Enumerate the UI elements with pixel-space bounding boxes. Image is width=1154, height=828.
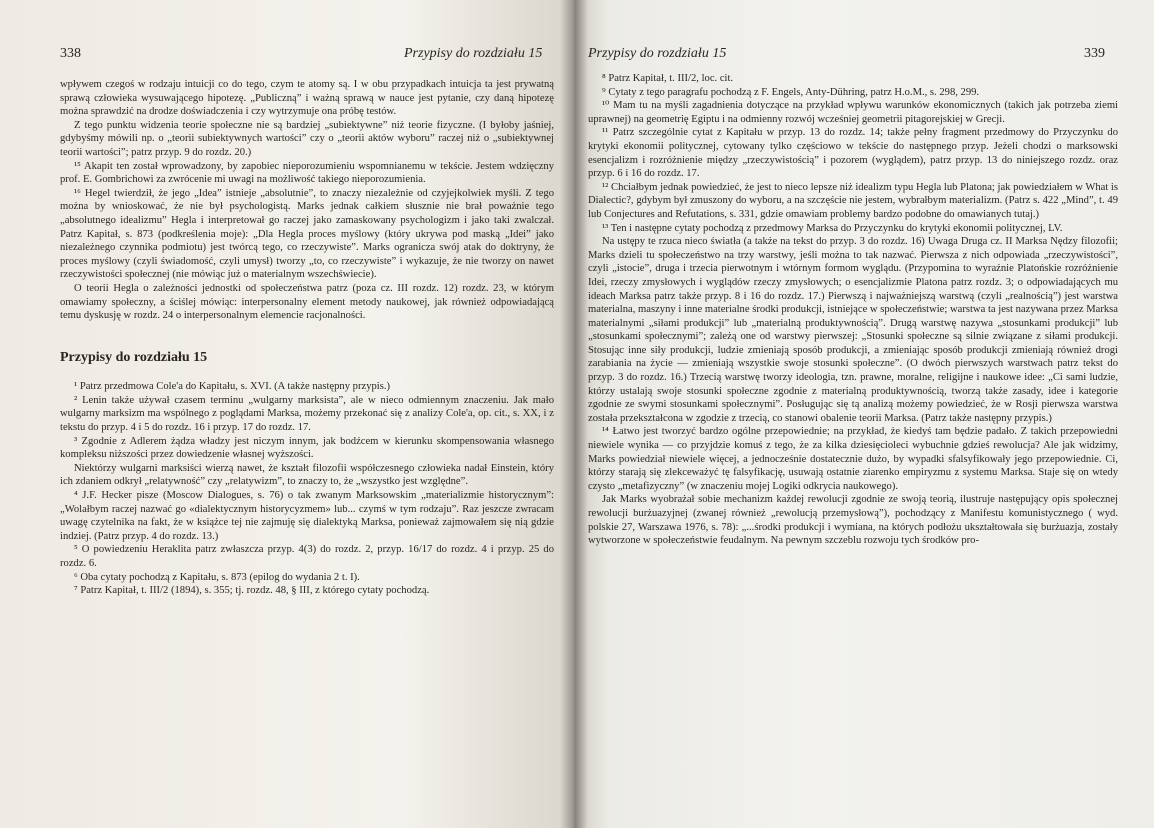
footnote: ² Lenin także używał czasem terminu „wulgarny marksista”, ale w nieco odmiennym znaczeniu. Jak mało wulgarny marksizm ma wspólnego z poglądami Marksa, możemy przekonać się z analizy Cole'a, op. cit., s. XX, i z tekstu do przyp. 4 i 5 do rozdz. 16 i przyp. 17 do rozdz. 17. [60, 394, 554, 434]
footnote: ⁴ J.F. Hecker pisze (Moscow Dialogues, s. 76) o tak zwanym Marksowskim „materializmie historycznym”: „Wolałbym raczej nazwać go «dialektycznym historycyzmem» lub... czymś w tym rodzaju”. Raz jeszcze zwracam uwagę czytelnika na fakt, że w książce tej nie zajmuję się dialektyką Marksa, ponieważ zajmowałem się nią gdzie indziej. (Patrz przyp. 4 do rozdz. 13.) [60, 490, 554, 542]
footnote: ⁵ O powiedzeniu Heraklita patrz zwłaszcza przyp. 4(3) do rozdz. 2, przyp. 16/17 do rozdz. 4 i przyp. 25 do rozdz. 6. [60, 544, 554, 569]
paragraph: Jak Marks wyobrażał sobie mechanizm każdej rewolucji zgodnie ze swoją teorią, ilustruje następujący opis społecznej rewolucji burżuazyjnej (zwanej również „rewolucją przemysłową”), pochodzący z Manifestu komunistycznego ( wyd. polskie 27, Warszawa 1976, s. 78): „...środki produkcji i wymiana, na których podłożu ukształtowała się burżuazja, zostały wytworzone w społeczeństwie feudalnym. Na pewnym szczeblu rozwoju tych środków pro- [588, 494, 1118, 547]
paragraph: O teorii Hegla o zależności jednostki od społeczeństwa patrz (poza cz. III rozdz. 12) rozdz. 23, w którym omawiamy społeczny, a ściślej mówiąc: interpersonalny element metody naukowej, jak również odpowiadającą temu dyskusję w rozdz. 24 o interpersonalnym elemencie racjonalności. [60, 282, 554, 322]
footnote: ¹¹ Patrz szczególnie cytat z Kapitału w przyp. 13 do rozdz. 14; także pełny fragment przedmowy do Przyczynku do krytyki ekonomii politycznej, cytowany tylko częściowo w tekście do następnego przyp. Jeżeli chodzi o marksowski esencjalizm i rozróżnienie między „rzeczywistością” i pozorem (wyglądem), patrz przyp. 13 do niniejszego rozdz. oraz przyp. 6 i 16 do rozdz. 17. [588, 127, 1118, 180]
page-number: 338 [60, 46, 81, 61]
right-page [574, 0, 1154, 828]
paragraph: Na ustępy te rzuca nieco światła (a także na tekst do przyp. 3 do rozdz. 16) Uwaga Druga cz. II Marksa Nędzy filozofii; Marks dzieli tu społeczeństwo na trzy warstwy, jeśli można to tak nazwać. Pierwsza z nich odpowiada „rzeczywistości”, czyli „istocie”, druga i trzecia pierwotnym i wtórnym formom wyglądu. (Przypomina to wyraźnie Platońskie rozróżnienie Idei, rzeczy zmysłowych i wyglądów rzeczy zmysłowych; o esencjalizmie Platona patrz rozdz. 3; o odpowiadających mu ideach Marksa patrz także przyp. 8 i 16 do rozdz. 17.) Pierwszą i najważniejszą warstwą (czyli „realnością”) jest warstwa materialna, maszyny i inne materialne środki produkcji, istniejące w społeczeństwie; warstwa ta jest nazywana przez Marksa materialnymi „siłami produkcji” lub „materialną produktywnością”. Drugą warstwę nazywa „stosunkami produkcji” lub „stosunkami społecznymi”; zależą one od warstwy pierwszej: „Stosunki społeczne są silnie związane z siłami produkcji. Stosując inne siły produkcji, ludzie zmieniają sposób produkcji, a zmieniając sposób produkcji zmieniają również drogi zarabiania na życie — zmieniają wszystkie swoje stosunki społeczne”. (O dwóch pierwszych warstwach patrz tekst do przyp. 3 do rozdz. 16.) Trzecią warstwę tworzy ideologia, tzn. prawne, moralne, religijne i naukowe idee: „Ci sami ludzie, którzy ustalają swoje stosunki społeczne zgodnie z materialną produktywnością, tworzą także zasady, idee i kategorie zgodnie ze swymi stosunkami społecznymi”. Posługując się tą analizą możemy powiedzieć, że w Rosji pierwsza warstwa została przekształcona w zgodzie z trzecią, co stanowi obalenie teorii Marksa. (Patrz także następny przypis.) [588, 236, 1118, 424]
footnote: ¹³ Ten i następne cytaty pochodzą z przedmowy Marksa do Przyczynku do krytyki ekonomii politycznej, LV. [602, 222, 1063, 234]
footnote: ¹⁰ Mam tu na myśli zagadnienia dotyczące na przykład wpływu warunków ekonomicznych (takich jak potrzeba ziemi uprawnej) na geometrię Egiptu i na odmienny rozwój wcześniej geometrii pitagorejskiej w Grecji. [588, 100, 1118, 125]
book-gutter [560, 0, 588, 828]
paragraph: Niektórzy wulgarni marksiści wierzą nawet, że kształt filozofii współczesnego człowieka nadał Einstein, który ich zdaniem odkrył „relatywność” czy „relatywizm”, to znaczy to, że „wszystko jest względne”. [60, 462, 554, 488]
footnote: ¹⁶ Hegel twierdził, że jego „Idea” istnieje „absolutnie”, to znaczy niezależnie od czyjejkolwiek myśli. Z tego można by wnioskować, że nie był psychologistą. Marks jednak całkiem słusznie nie brał poważnie tego „absolutnego idealizmu” Hegla i interpretował go raczej jako zamaskowany psychologizm i jako taki zwalczał. Patrz Kapitał, s. 873 (podkreślenia moje): „Dla Hegla proces myślowy (który ukrywa pod maską „Idei” jako niezależnego czynnika podmiotu) jest twórcą tego, co rzeczywiste”. Marks ogranicza swój atak do doktryny, że proces myślowy (czyli świadomość, czyli umysł) tworzy „to, co rzeczywiste” i wykazuje, że nie tworzy on nawet rzeczywistości społecznej (nie mówiąc już o materialnym wszechświecie). [60, 187, 554, 281]
footnote: ³ Zgodnie z Adlerem żądza władzy jest niczym innym, jak bodźcem w kierunku skompensowania własnego kompleksu niższości przez dowiedzenie własnej wyższości. [60, 435, 554, 461]
footnote: ⁸ Patrz Kapitał, t. III/2, loc. cit. [602, 73, 734, 84]
footnote: ¹⁴ Łatwo jest tworzyć bardzo ogólne przepowiednie; na przykład, że kiedyś tam będzie padało. Z takich przepowiedni niewiele wynika — co przyjdzie komuś z tego, że za kilka dziesięcioleci wybuchnie gdzieś rewolucja? Ale jak widzimy, Marks powiedział niewiele więcej, a jednocześnie dostatecznie dużo, by wypadki sfalsyfikowały jego przepowiednie. Ci, którzy starają się zlekceważyć tę falsyfikację, usuwają ostatnie ziarenko empiryzmu z systemu Marksa. Staje się on wtedy czysto „metafizyczny” (w znaczeniu mojej Logiki odkrycia naukowego). [588, 426, 1118, 492]
section-heading: Przypisy do rozdziału 15 [60, 349, 208, 365]
footnote: ⁷ Patrz Kapitał, t. III/2 (1894), s. 355; tj. rozdz. 48, § III, z którego cytaty pochodzą. [74, 585, 430, 597]
left-page [0, 0, 574, 828]
footnote: ¹⁵ Akapit ten został wprowadzony, by zapobiec nieporozumieniu wspomnianemu w tekście. Jestem wdzięczny prof. E. Gombrichowi za zwrócenie mi uwagi na możliwość takiego nieporozumienia. [60, 160, 554, 186]
left-page-body [60, 78, 554, 598]
paragraph: wpływem czegoś w rodzaju intuicji co do tego, czym te atomy są. I w obu przypadkach intuicja ta jest prywatną sprawą człowieka wysuwającego hipotezę. „Publiczną” i ważną sprawą w nauce jest pytanie, czy daną hipotezę można sprawdzić na drodze doświadczenia i czy wytrzymuje ona próbę testów. [60, 79, 554, 118]
footnote: ⁶ Oba cytaty pochodzą z Kapitału, s. 873 (epilog do wydania 2 t. I). [74, 571, 360, 583]
running-title: Przypisy do rozdziału 15 [404, 46, 543, 61]
paragraph: Z tego punktu widzenia teorie społeczne nie są bardziej „subiektywne” niż teorie fizyczne. (I byłoby jaśniej, gdybyśmy mówili np. o „teorii subiektywnych wartości” czy o „teorii aktów wyboru” raczej niż o „subiektywnej teorii wartości”; patrz przyp. 9 do rozdz. 20.) [60, 119, 554, 158]
page-number: 339 [1084, 46, 1105, 61]
running-title: Przypisy do rozdziału 15 [588, 46, 727, 61]
right-page-body [588, 72, 1118, 548]
footnote: ¹² Chciałbym jednak powiedzieć, że jest to nieco lepsze niż idealizm typu Hegla lub Platona; jak powiedziałem w What is Dialectic?, gdybym był zmuszony do wyboru, a na szczęście nie jestem, wybrałbym materializm. (Patrz s. 422 „Mind”, t. 49 lub Conjectures and Refutations, s. 331, gdzie omawiam problemy bardzo podobne do omawianych tutaj.) [588, 181, 1118, 220]
footnote: ⁹ Cytaty z tego paragrafu pochodzą z F. Engels, Anty-Dühring, patrz H.o.M., s. 298, 299. [602, 86, 980, 98]
footnote: ¹ Patrz przedmowa Cole'a do Kapitału, s. XVI. (A także następny przypis.) [74, 381, 391, 393]
